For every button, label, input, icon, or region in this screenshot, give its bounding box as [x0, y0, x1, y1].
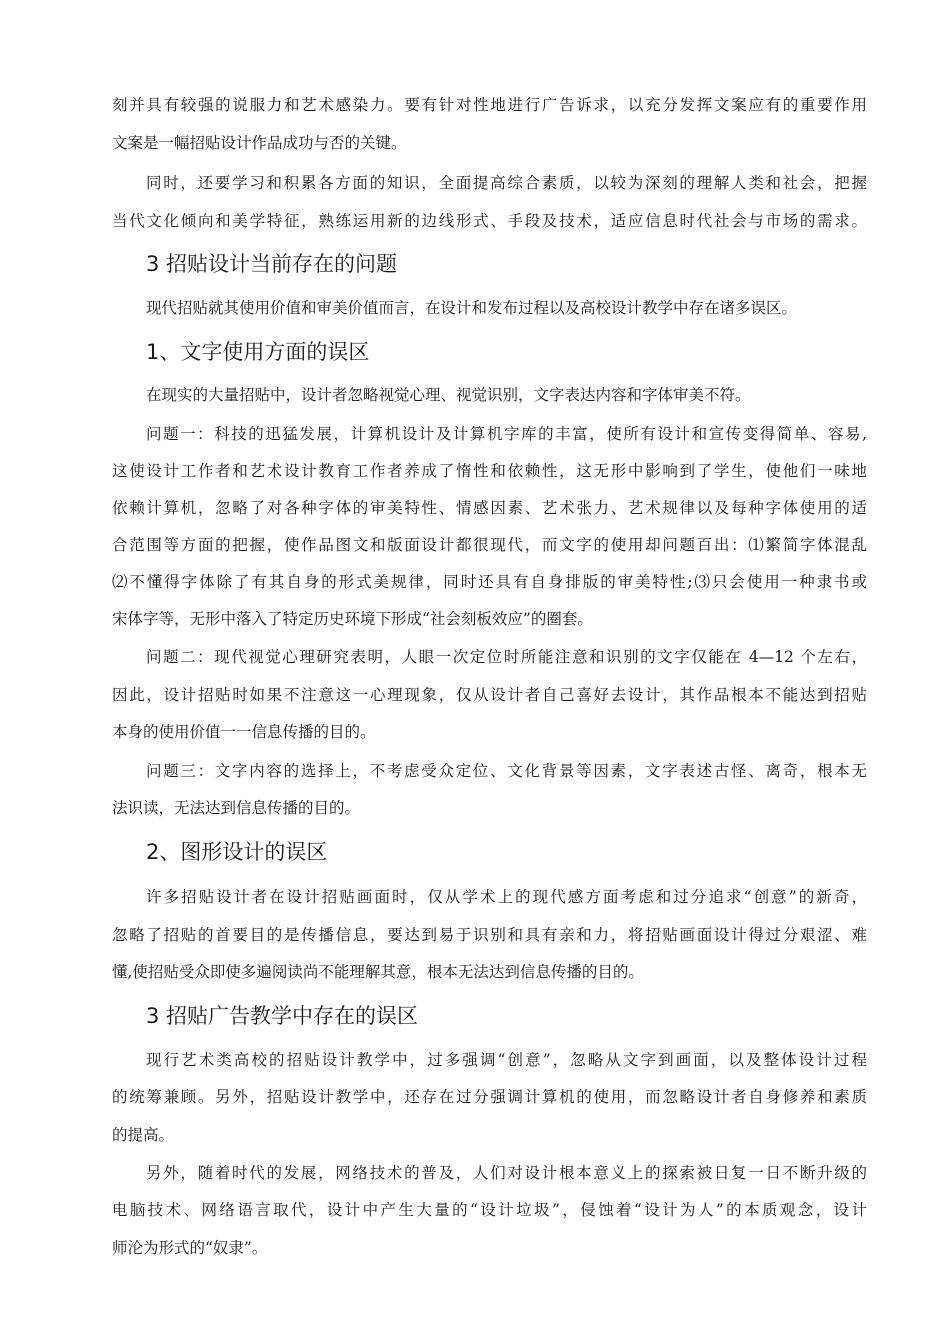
- paragraph-line: 懂,使招贴受众即使多遍阅读尚不能理解其意，根本无法达到信息传播的目的。: [112, 963, 644, 981]
- paragraph-line: 本身的使用价值一一信息传播的目的。: [112, 723, 376, 741]
- paragraph-line: 问题一：科技的迅猛发展，计算机设计及计算机字库的丰富，使所有设计和宣传变得简单、容易,: [146, 425, 867, 443]
- paragraph-line: 法识读，无法达到信息传播的目的。: [112, 799, 361, 817]
- subsection-heading: 2、图形设计的误区: [146, 840, 328, 864]
- paragraph-line: 当代文化倾向和美学特征，熟练运用新的边线形式、手段及技术，适应信息时代社会与市场的需求。: [112, 212, 867, 230]
- subsection-heading: 1、文字使用方面的误区: [146, 340, 370, 364]
- paragraph-line: 问题三：文字内容的选择上，不考虑受众定位、文化背景等因素，文字表述古怪、离奇，根本无: [146, 762, 867, 780]
- subsection-heading: 3 招贴广告教学中存在的误区: [146, 1004, 419, 1028]
- paragraph-line: 依赖计算机，忽略了对各种字体的审美特性、情感因素、艺术张力、艺术规律以及每种字体使用的适: [112, 499, 867, 517]
- paragraph-line: 文案是一幅招贴设计作品成功与否的关键。: [112, 134, 407, 152]
- paragraph-line: 的统筹兼顾。另外，招贴设计教学中，还存在过分强调计算机的使用，而忽略设计者自身修养和素质: [112, 1088, 867, 1106]
- paragraph-line: 电脑技术、网络语言取代，设计中产生大量的“设计垃圾”，侵蚀着“设计为人”的本质观念，设计: [112, 1201, 867, 1219]
- paragraph-line: 许多招贴设计者在设计招贴画面时，仅从学术上的现代感方面考虑和过分追求“创意”的新奇，: [146, 888, 867, 906]
- paragraph-line: 另外，随着时代的发展，网络技术的普及，人们对设计根本意义上的探索被日复一日不断升级的: [146, 1164, 867, 1182]
- paragraph-line: 因此，设计招贴时如果不注意这一心理现象，仅从设计者自己喜好去设计，其作品根本不能达到招贴: [112, 686, 867, 704]
- paragraph-line: 刻并具有较强的说服力和艺术感染力。要有针对性地进行广告诉求，以充分发挥文案应有的重要作用: [112, 96, 867, 114]
- paragraph-line: 现行艺术类高校的招贴设计教学中，过多强调“创意”，忽略从文字到画面，以及整体设计过程: [146, 1051, 867, 1069]
- paragraph-line: 忽略了招贴的首要目的是传播信息，要达到易于识别和具有亲和力，将招贴画面设计得过分艰涩、难: [112, 926, 867, 944]
- section-heading: 3 招贴设计当前存在的问题: [146, 252, 398, 276]
- paragraph-line: 问题二：现代视觉心理研究表明，人眼一次定位时所能注意和识别的文字仅能在 4—12 个左右，: [146, 648, 867, 666]
- paragraph-line: 同时，还要学习和积累各方面的知识，全面提高综合素质，以较为深刻的理解人类和社会，把握: [146, 174, 867, 192]
- paragraph-line: 合范围等方面的把握，使作品图文和版面设计都很现代，而文字的使用却问题百出：⑴繁简字体混乱: [112, 536, 867, 554]
- paragraph-line: 宋体字等，无形中落入了特定历史环境下形成“社会刻板效应”的圈套。: [112, 610, 593, 628]
- paragraph-line: 这使设计工作者和艺术设计教育工作者养成了惰性和依赖性，这无形中影响到了学生，使他们一味地: [112, 462, 867, 480]
- paragraph-line: 现代招贴就其使用价值和审美价值而言，在设计和发布过程以及高校设计教学中存在诸多误区。: [146, 299, 798, 317]
- paragraph-line: 师沦为形式的“奴隶”。: [112, 1239, 268, 1257]
- paragraph-line: ⑵不懂得字体除了有其自身的形式美规律，同时还具有自身排版的审美特性;⑶只会使用一种隶书或: [112, 573, 867, 591]
- paragraph-line: 在现实的大量招贴中，设计者忽略视觉心理、视觉识别，文字表达内容和字体审美不符。: [146, 386, 751, 404]
- paragraph-line: 的提高。: [112, 1126, 175, 1144]
